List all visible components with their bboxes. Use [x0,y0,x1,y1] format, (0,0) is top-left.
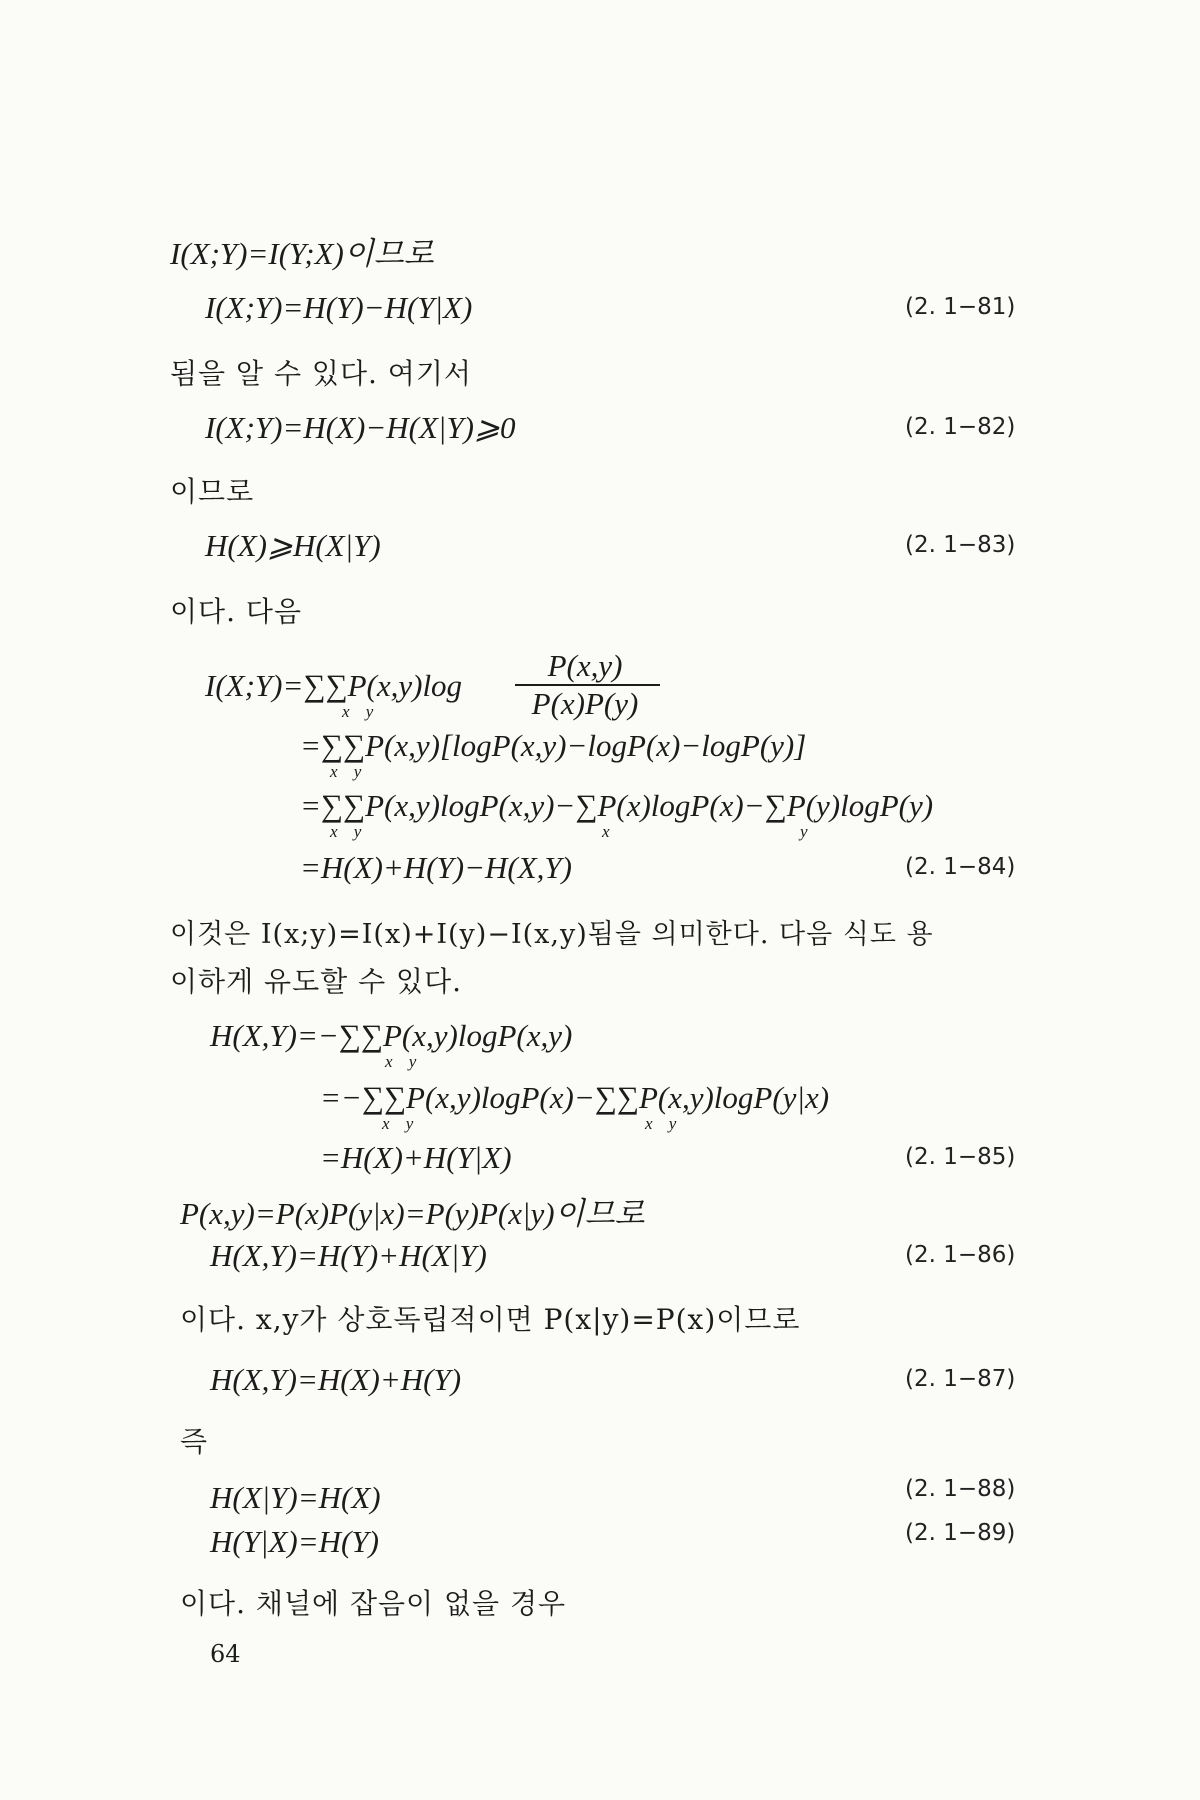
summation-subscript: x y [342,702,374,721]
equation-number: (2. 1−84) [905,854,1016,880]
equation: H(X,Y)=H(Y)+H(X|Y) [210,1238,487,1273]
equation: H(X,Y)=H(X)+H(Y) [210,1362,462,1397]
equation: H(Y|X)=H(Y) [210,1524,379,1559]
equation-number: (2. 1−83) [905,532,1016,558]
equation-number: (2. 1−85) [905,1144,1016,1170]
text-line: 이다. x,y가 상호독립적이면 P(x|y)=P(x)이므로 [180,1303,801,1336]
equation-number: (2. 1−89) [905,1520,1016,1546]
equation: I(X;Y)=H(X)−H(X|Y)⩾0 [205,410,516,445]
text-line: 됨을 알 수 있다. 여기서 [170,357,472,390]
text-line: 이므로 [170,475,255,508]
text-line: 이하게 유도할 수 있다. [170,965,463,998]
text-line: 즉 [180,1425,209,1458]
equation-number: (2. 1−86) [905,1242,1016,1268]
equation-number: (2. 1−88) [905,1476,1016,1502]
text-line: 이다. 다음 [170,595,302,628]
equation: H(X)⩾H(X|Y) [205,528,381,563]
summation-subscript: x y [330,762,362,781]
equation: H(X,Y)=−∑∑P(x,y)logP(x,y) [210,1018,573,1053]
summation-subscript: x y [330,822,362,841]
equation: I(X;Y)=∑∑P(x,y)log [205,668,463,703]
summation-subscript: x y [645,1114,677,1133]
equation: I(X;Y)=H(Y)−H(Y|X) [205,290,473,325]
text-line: P(x,y)=P(x)P(y|x)=P(y)P(x|y)이므로 [180,1196,645,1231]
summation-subscript: y [800,822,808,841]
text-line: 이것은 I(x;y)=I(x)+I(y)−I(x,y)됨을 의미한다. 다음 식도 용 [170,919,934,950]
equation: =−∑∑P(x,y)logP(x)−∑∑P(x,y)logP(y|x) [320,1080,830,1115]
summation-subscript: x [602,822,610,841]
equation: =H(X)+H(Y)−H(X,Y) [300,850,572,885]
page-number: 64 [210,1640,241,1668]
text-line: 이다. 채널에 잡음이 없을 경우 [180,1587,567,1620]
equation: =∑∑P(x,y)[logP(x,y)−logP(x)−logP(y)] [300,728,807,763]
summation-subscript: x y [382,1114,414,1133]
equation-number: (2. 1−81) [905,294,1016,320]
fraction-denominator: P(x)P(y) [531,686,639,721]
equation-number: (2. 1−87) [905,1366,1016,1392]
text-line: I(X;Y)=I(Y;X)이므로 [170,236,434,271]
fraction-numerator: P(x,y) [547,648,623,683]
equation: =∑∑P(x,y)logP(x,y)−∑P(x)logP(x)−∑P(y)logP(y) [300,788,934,823]
equation: H(X|Y)=H(X) [210,1480,381,1515]
equation: =H(X)+H(Y|X) [320,1140,512,1175]
equation-number: (2. 1−82) [905,414,1016,440]
summation-subscript: x y [385,1052,417,1071]
